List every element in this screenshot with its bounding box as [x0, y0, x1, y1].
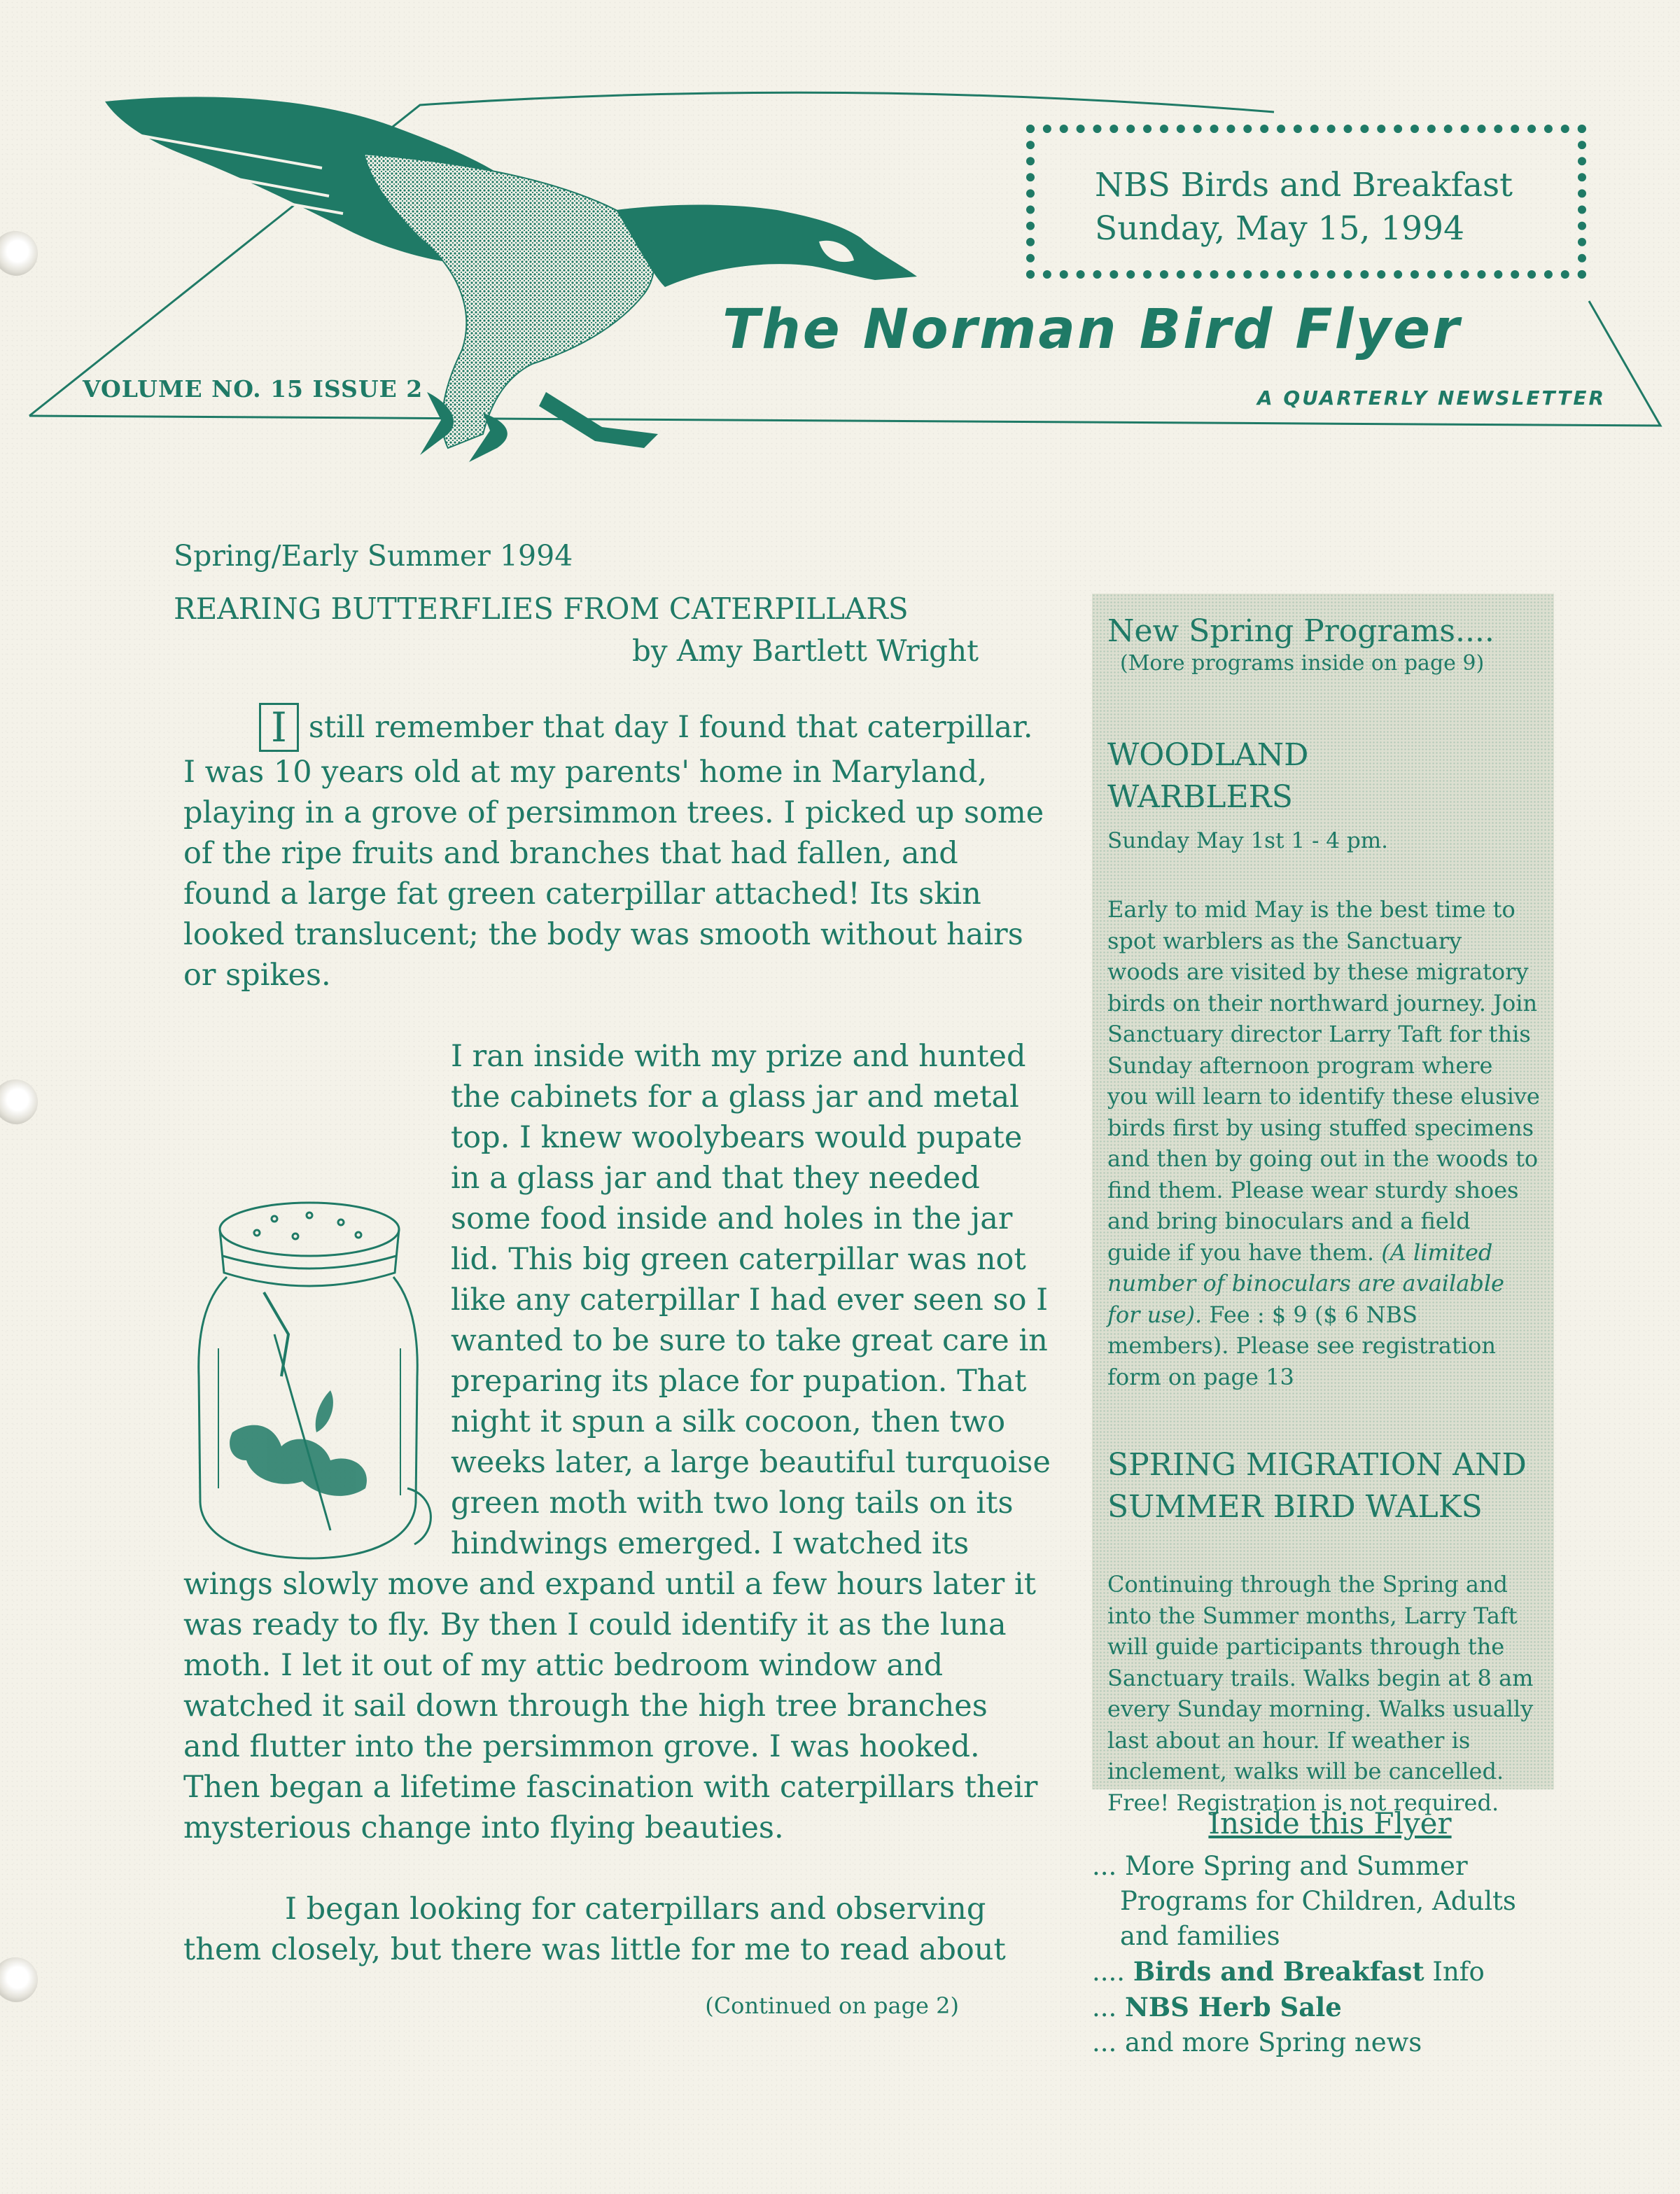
program-heading: SPRING MIGRATION AND SUMMER BIRD WALKS	[1107, 1447, 1527, 1525]
program-bird-walks	[1107, 1444, 1540, 1818]
event-title: NBS Birds and Breakfast	[1095, 166, 1513, 204]
inside-item: ... More Spring and Summer Programs for Children, Adults and families	[1092, 1851, 1516, 1951]
event-date: Sunday, May 15, 1994	[1095, 209, 1464, 248]
program-woodland-warblers	[1107, 734, 1540, 1392]
sidebar-note: (More programs inside on page 9)	[1120, 651, 1485, 676]
newsletter-subtitle: A QUARTERLY NEWSLETTER	[1257, 386, 1606, 410]
inside-title: Inside this Flyer	[1208, 1806, 1452, 1840]
program-heading: WOODLAND WARBLERS	[1107, 737, 1309, 815]
leaf-icon	[230, 1390, 367, 1496]
paragraph-text: still remember that day I found that caterpillar. I was 10 years old at my parents' home in Maryland, playing in a grove of persimmon trees. I picked up some of the ripe fruits and branches that had fallen, and found a large fat green caterpillar attached! Its skin looked translucent; the body was smooth without hairs or spikes.	[183, 710, 1044, 993]
article-paragraph: I began looking for caterpillars and observing them closely, but there was little for me to read about	[183, 1892, 1006, 1967]
jar-icon	[199, 1203, 431, 1558]
item-bold: NBS Herb Sale	[1125, 1992, 1342, 2022]
program-text: Early to mid May is the best time to spot warblers as the Sanctuary woods are visited by these migratory birds on their northward journey. Join Sanctuary director Larry Taft for this Sunday afternoon program where you will learn to identify these elusive birds first by using stuffed specimens and then by going out in the woods to find them. Please wear sturdy shoes and bring binoculars and a field guide if you have them.	[1107, 896, 1540, 1266]
item-rest: Info	[1424, 1957, 1485, 1987]
newsletter-title: The Norman Bird Flyer	[722, 298, 1462, 361]
program-time: Sunday May 1st 1 - 4 pm.	[1107, 828, 1388, 853]
article-paragraph	[183, 703, 1051, 995]
inside-item: ... and more Spring news	[1092, 2027, 1422, 2057]
jar-illustration	[190, 1194, 442, 1572]
program-description: Continuing through the Spring and into the Summer months, Larry Taft will guide participants through the Sanctuary trails. Walks begin at 8 am every Sunday morning. Walks usually last about an hour. If weather is inclement, walks will be cancelled. Free! Registration is not required.	[1107, 1571, 1534, 1816]
inside-this-flyer	[1092, 1806, 1568, 2060]
item-prefix: ...	[1092, 1992, 1126, 2022]
program-text: Fee : $ 9 ($ 6 NBS members). Please see registration form on page 13	[1107, 1301, 1496, 1390]
program-description	[1107, 894, 1540, 1392]
inside-item	[1092, 1990, 1568, 2025]
item-bold: Birds and Breakfast	[1133, 1956, 1424, 1987]
issue-season: Spring/Early Summer 1994	[174, 539, 573, 573]
item-prefix: ....	[1092, 1957, 1133, 1987]
programs-sidebar	[1092, 594, 1554, 1816]
goose-icon	[105, 97, 917, 462]
program-text-italic: (A limited number of binoculars are available for use).	[1107, 1238, 1504, 1328]
drop-cap: I	[259, 703, 299, 752]
event-callout-box	[1026, 125, 1586, 279]
paragraph-text: I ran inside with my prize and hunted the cabinets for a glass jar and metal top. I knew woolybears would pupate in a glass jar and that they needed some food inside and holes in the jar lid. This big green caterpillar was not like any caterpillar I had ever seen so I wanted to be sure to take great care in preparing its place for pupation. That night it spun a silk cocoon, then two weeks later, a large beautiful turquoise green moth with two long tails on its hindwings emerged. I watched its wings slowly move and expand until a few hours later it was ready to fly. By then I could identify it as the luna moth. I let it out of my attic bedroom window and watched it sail down through the high tree branches and flutter into the persimmon grove. I was hooked. Then began a lifetime fascination with caterpillars their mysterious change into flying beauties.	[183, 1039, 1051, 1845]
sidebar-title: New Spring Programs....	[1107, 613, 1494, 649]
article-headline: REARING BUTTERFLIES FROM CATERPILLARS	[174, 592, 909, 626]
volume-label: VOLUME NO. 15 ISSUE 2	[83, 375, 424, 403]
punch-hole	[0, 1079, 38, 1124]
punch-hole	[0, 1957, 38, 2002]
inside-item	[1092, 1954, 1568, 1990]
continued-note: (Continued on page 2)	[705, 1992, 959, 2019]
article-byline: by Amy Bartlett Wright	[631, 634, 979, 668]
